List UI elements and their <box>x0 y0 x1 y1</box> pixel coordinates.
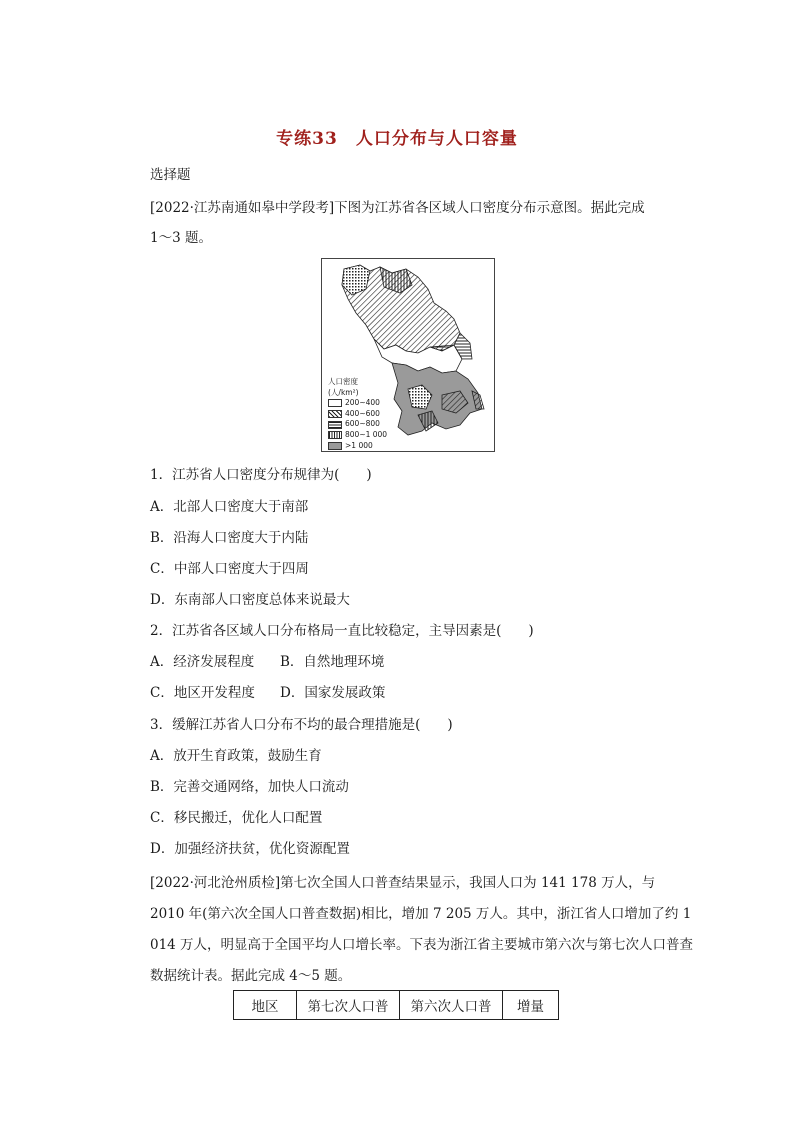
intro1-line2: 1～3 题。 <box>150 230 212 246</box>
legend-row <box>328 441 387 452</box>
legend-label: 200~400 <box>345 398 380 408</box>
q1-option-c: C．中部人口密度大于四周 <box>150 561 309 577</box>
legend-row <box>328 430 387 441</box>
legend-swatch <box>328 431 342 439</box>
q1-stem: 1．江苏省人口密度分布规律为( ) <box>150 467 372 483</box>
q3-option-b: B．完善交通网络，加快人口流动 <box>150 779 349 795</box>
q2-option-a: A．经济发展程度 <box>150 654 255 670</box>
table-header-cell: 第六次人口普 <box>400 991 503 1020</box>
legend-swatch <box>328 421 342 429</box>
legend-row <box>328 409 387 420</box>
legend-swatch <box>328 410 342 418</box>
q1-option-d: D．东南部人口密度总体来说最大 <box>150 592 350 608</box>
table-header-row <box>234 991 559 1020</box>
intro2-line1: [2022·河北沧州质检]第七次全国人口普查结果显示，我国人口为 141 178 万人，与 <box>150 875 656 891</box>
q1-option-a: A．北部人口密度大于南部 <box>150 499 309 515</box>
q2-option-b: B．自然地理环境 <box>280 654 385 670</box>
population-density-map <box>321 258 495 452</box>
q2-stem: 2．江苏省各区域人口分布格局一直比较稳定，主导因素是( ) <box>150 623 534 639</box>
census-table <box>233 990 559 1020</box>
map-region-south <box>392 363 482 435</box>
q2-option-d: D．国家发展政策 <box>280 685 386 701</box>
legend-swatch <box>328 442 342 450</box>
q3-option-a: A．放开生育政策，鼓励生育 <box>150 748 322 764</box>
legend-swatch <box>328 399 342 407</box>
q3-option-d: D．加强经济扶贫，优化资源配置 <box>150 841 350 857</box>
q2-option-c: C．地区开发程度 <box>150 685 255 701</box>
table-header-cell: 地区 <box>234 991 297 1020</box>
q3-option-c: C．移民搬迁，优化人口配置 <box>150 810 323 826</box>
legend-label: 800~1 000 <box>345 429 388 439</box>
title-text: 人口分布与人口容量 <box>355 129 518 149</box>
legend-title: 人口密度 <box>328 377 358 386</box>
page-title <box>0 124 794 149</box>
legend-row <box>328 398 387 409</box>
legend-unit: (人/km²) <box>328 387 359 397</box>
intro2-line4: 数据统计表。据此完成 4～5 题。 <box>150 968 352 984</box>
intro2-line2: 2010 年(第六次全国人口普查数据)相比，增加 7 205 万人。其中，浙江省人口增加了约 1 <box>150 906 692 922</box>
section-heading: 选择题 <box>150 167 191 183</box>
intro2-line3: 014 万人，明显高于全国平均人口增长率。下表为浙江省主要城市第六次与第七次人口普查 <box>150 937 694 953</box>
legend-row <box>328 419 387 430</box>
q1-option-b: B．沿海人口密度大于内陆 <box>150 530 309 546</box>
table-header-cell: 第七次人口普 <box>297 991 400 1020</box>
legend-label: 600~800 <box>345 419 380 429</box>
map-legend <box>328 377 387 451</box>
legend-label: >1 000 <box>345 440 373 450</box>
table-header-cell: 增量 <box>503 991 559 1020</box>
title-label: 专练33 <box>276 129 338 149</box>
legend-label: 400~600 <box>345 408 380 418</box>
intro1-line1: [2022·江苏南通如皋中学段考]下图为江苏省各区域人口密度分布示意图。据此完成 <box>150 200 645 216</box>
q3-stem: 3．缓解江苏省人口分布不均的最合理措施是( ) <box>150 717 453 733</box>
